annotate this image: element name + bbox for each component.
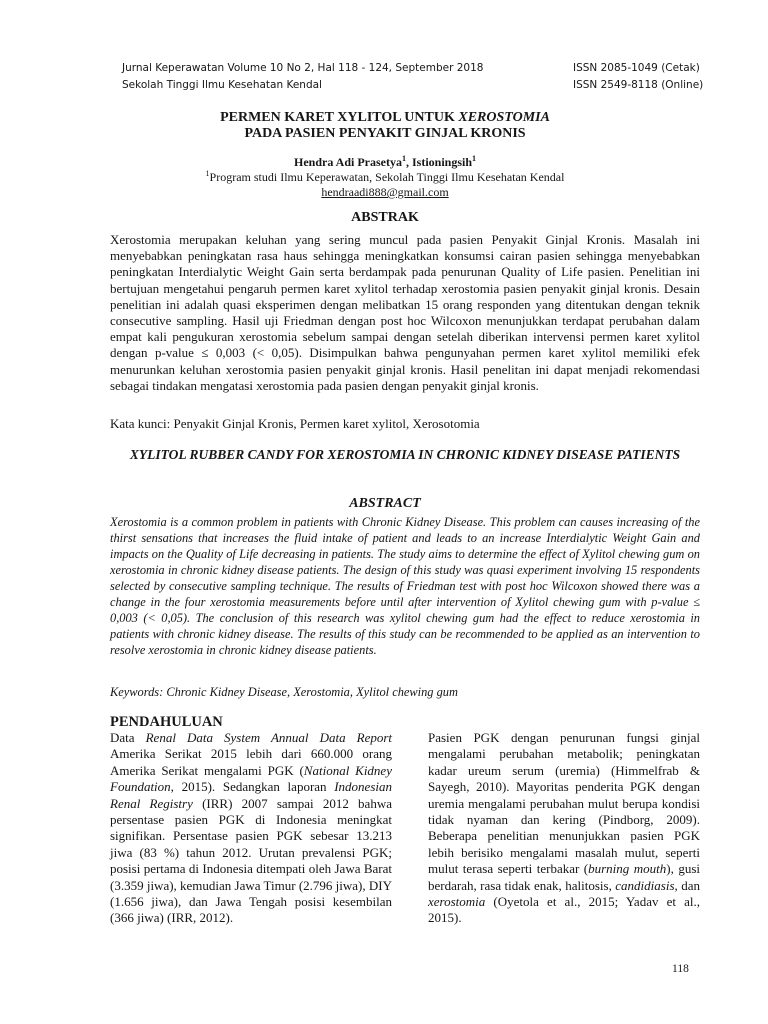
pendahuluan-left-column [110,714,392,927]
issn-print: ISSN 2085-1049 (Cetak) [573,62,700,74]
issn-block [573,60,703,94]
pendahuluan-paragraph-1: Data Renal Data System Annual Data Report Amerika Serikat 2015 lebih dari 660.000 orang Amerika Serikat mengalami PGK (National Kidney Foundation, 2015). Sedangkan laporan Indonesian Renal Registry (IRR) 2007 sampai 2012 bahwa persentase pasien PGK di Indonesia meningkat signifikan. Persentase pasien PGK sebesar 13.213 jiwa (83 %) tahun 2012. Urutan prevalensi PGK; posisi pertama di Indonesia ditempati oleh Jawa Barat (3.359 jiwa), kemudian Jawa Timur (2.796 jiwa), DIY (1.656 jiwa), dan Jawa Tengah posisi kesembilan (366 jiwa) (IRR, 2012). [110,730,393,926]
pendahuluan-paragraph-2: Pasien PGK dengan penurunan fungsi ginjal mengalami perubahan metabolik; peningkatan kadar ureum serum (uremia) (Himmelfrab & Sayegh, 2010). Mayoritas penderita PGK dengan uremia mengalami perubahan mulut berupa kondisi tidak nyaman dan kering (Pindborg, 2009). Beberapa penelitian menunjukkan pasien PGK lebih berisiko mengalami masalah mulut, seperti mulut terasa seperti terbakar (burning mouth), gusi berdarah, rasa tidak enak, halitosis, candidiasis, dan xerostomia (Oyetola et al., 2015; Yadav et al., 2015). [428,730,701,926]
abstrak-text: Xerostomia merupakan keluhan yang sering muncul pada pasien Penyakit Ginjal Kronis. Masalah ini menyebabkan peningkatan rasa haus sehingga meningkatkan konsumsi cairan pasien sehingga menyebabkan peningkatan Interdialytic Weight Gain serta berdampak pada penurunan Quality of Life pasien. Penelitian ini bertujuan mengetahui pengaruh permen karet xylitol terhadap xerostomia pasien penyakit ginjal kronis. Desain penelitian ini adalah quasi eksperimen dengan melibatkan 15 orang responden yang ditentukan dengan teknik consecutive sampling. Hasil uji Friedman dengan post hoc Wilcoxon menunjukkan terdapat perubahan dalam empat kali pengukuran xerostomia sebelum sampai dengan setelah diberikan intervensi permen karet xylitol dengan p-value ≤ 0,003 (< 0,05). Disimpulkan bahwa pengunyahan permen karet xylitol memiliki efek menurunkan keluhan xerostomia pasien penyakit ginjal kronis. Hasil penelitan ini dapat menjadi rekomendasi sebagai tindakan mengatasi xerostomia pada pasien dengan penyakit ginjal kronis. [110,232,700,393]
paper-title [110,110,660,142]
author-affiliation: $^1$Program studi Ilmu Keperawatan, Sekolah Tinggi Ilmu Kesehatan Kendal [205,169,565,184]
journal-institution: Sekolah Tinggi Ilmu Kesehatan Kendal [122,79,322,91]
english-keywords: Keywords: Chronic Kidney Disease, Xerostomia, Xylitol chewing gum [110,685,458,699]
abstract-text: Xerostomia is a common problem in patients with Chronic Kidney Disease. This problem can causes increasing of the thirst sensations that increases the fluid intake of patient and leads to an increase Interdialytic Weight Gain and impacts on the Quality of Life decreasing in patients. The study aims to determine the effect of Xylitol chewing gum on xerostomia in chronic kidney disease patients. The design of this study was quasi experiment involving 15 respondents selected by consecutive sampling technique. The results of Friedman test with post hoc Wilcoxon showed there was a change in the four xerostomia measurements before until after intervention of Xylitol chewing gum with p-value ≤ 0,003 (< 0,05). The conclusion of this research was xylitol chewing gum had the effect to reduce xerostomia in patients with chronic kidney disease. The results of this study can be recommended to be applied as an intervention to resolve xerostomia in chronic kidney disease patients. [110,515,700,657]
author-block [110,155,660,200]
pendahuluan-right-column [428,730,700,927]
journal-header [122,60,483,94]
author-email[interactable]: hendraadi888@gmail.com [321,185,449,199]
english-title: XYLITOL RUBBER CANDY FOR XEROSTOMIA IN CHRONIC KIDNEY DISEASE PATIENTS [129,447,681,462]
abstrak-heading: ABSTRAK [351,210,419,225]
kata-kunci: Kata kunci: Penyakit Ginjal Kronis, Permen karet xylitol, Xerosotomia [110,416,480,431]
title-line-1: PERMEN KARET XYLITOL UNTUK XEROSTOMIA [220,110,550,125]
abstract-heading: ABSTRACT [349,496,421,511]
journal-citation: Jurnal Keperawatan Volume 10 No 2, Hal 118 - 124, September 2018 [122,62,484,74]
page-number: 118 [672,963,689,975]
issn-online: ISSN 2549-8118 (Online) [573,79,704,91]
title-line-2: PADA PASIEN PENYAKIT GINJAL KRONIS [244,126,526,141]
pendahuluan-heading: PENDAHULUAN [110,714,223,730]
author-names: Hendra Adi Prasetya$^1$, Istioningsih$^1$ [293,154,477,169]
